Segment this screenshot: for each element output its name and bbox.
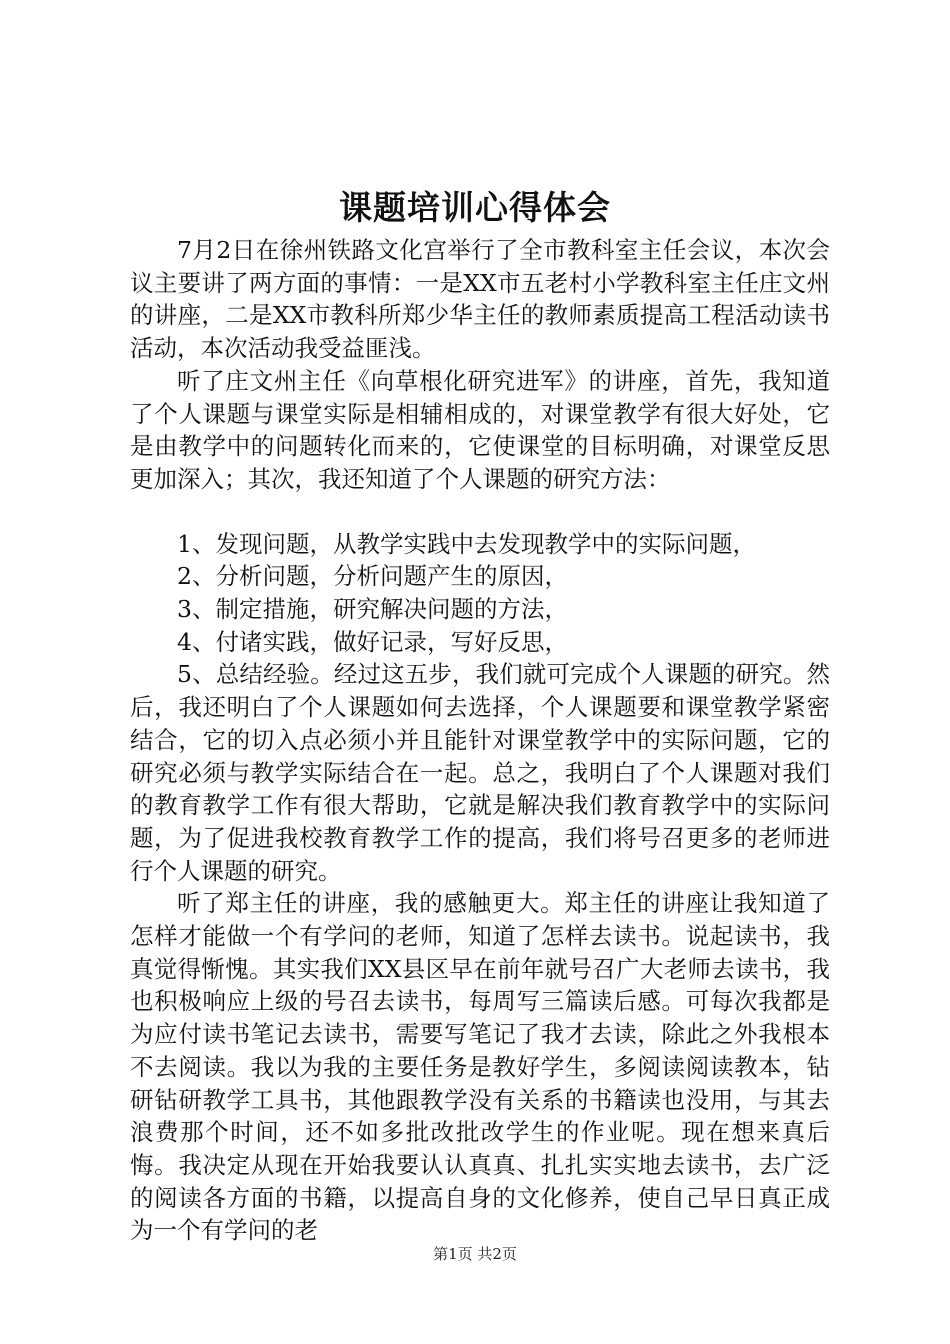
list-item-step-5: 5、总结经验。经过这五步，我们就可完成个人课题的研究。然后，我还明白了个人课题如何去选择，个人课题要和课堂教学紧密结合，它的切入点必须小并且能针对课堂教学中的实际问题，它的研究必须与教学实际结合在一起。总之，我明白了个人课题对我们的教育教学工作有很大帮助，它就是解决我们教育教学中的实际问题，为了促进我校教育教学工作的提高，我们将号召更多的老师进行个人课题的研究。 xyxy=(130,660,830,885)
page-number: 第1页 共2页 xyxy=(433,1245,517,1263)
paragraph-meeting-intro: 7月2日在徐州铁路文化宫举行了全市教科室主任会议，本次会议主要讲了两方面的事情：一是XX市五老村小学教科室主任庄文州的讲座，二是XX市教科所郑少华主任的教师素质提高工程活动读书活动，本次活动我受益匪浅。 xyxy=(130,236,830,363)
paragraph-lecture-one: 听了庄文州主任《向草根化研究进军》的讲座，首先，我知道了个人课题与课堂实际是相辅相成的，对课堂教学有很大好处，它是由教学中的问题转化而来的，它使课堂的目标明确，对课堂反思更加深入；其次，我还知道了个人课题的研究方法： xyxy=(130,366,830,493)
document-body xyxy=(130,234,830,1247)
list-item-step-1: 1、发现问题，从教学实践中去发现教学中的实际问题， xyxy=(177,529,756,558)
list-item-step-4: 4、付诸实践，做好记录，写好反思， xyxy=(177,627,568,656)
list-item-step-2: 2、分析问题，分析问题产生的原因， xyxy=(177,562,568,591)
list-item-step-3: 3、制定措施，研究解决问题的方法， xyxy=(177,595,568,624)
page-title: 课题培训心得体会 xyxy=(339,188,611,227)
paragraph-lecture-two: 听了郑主任的讲座，我的感触更大。郑主任的讲座让我知道了怎样才能做一个有学问的老师，知道了怎样去读书。说起读书，我真觉得惭愧。其实我们XX县区早在前年就号召广大老师去读书，我也积极响应上级的号召去读书，每周写三篇读后感。可每次我都是为应付读书笔记去读书，需要写笔记了我才去读，除此之外我根本不去阅读。我以为我的主要任务是教好学生，多阅读阅读教本，钻研钻研教学工具书，其他跟教学没有关系的书籍读也没用，与其去浪费那个时间，还不如多批改批改学生的作业呢。现在想来真后悔。我决定从现在开始我要认认真真、扎扎实实地去读书，去广泛的阅读各方面的书籍，以提高自身的文化修养，使自己早日真正成为一个有学问的老 xyxy=(130,889,830,1245)
